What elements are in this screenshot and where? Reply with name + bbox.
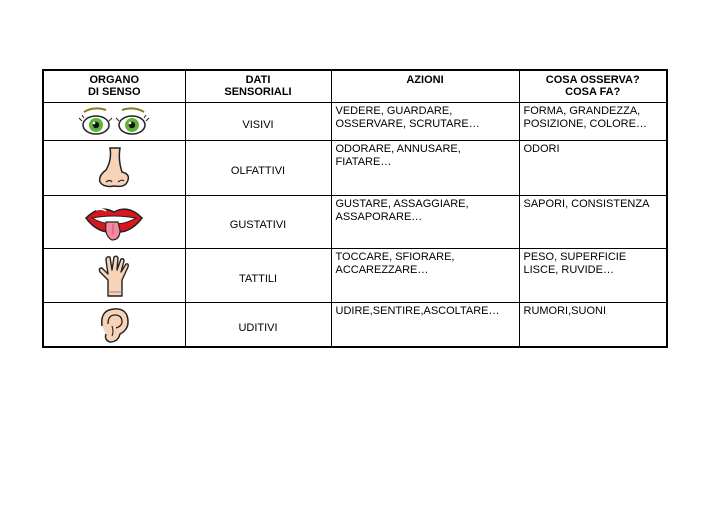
azioni-cell: GUSTARE, ASSAGGIARE, ASSAPORARE… — [331, 196, 519, 249]
header-azioni: AZIONI — [331, 70, 519, 103]
cosa-cell: ODORI — [519, 141, 667, 196]
table-row — [43, 103, 667, 141]
azioni-cell: TOCCARE, SFIORARE, ACCAREZZARE… — [331, 249, 519, 303]
organ-cell — [43, 249, 185, 303]
cosa-cell: SAPORI, CONSISTENZA — [519, 196, 667, 249]
table-row — [43, 196, 667, 249]
eyes-icon — [78, 106, 150, 138]
organ-cell — [43, 141, 185, 196]
cosa-cell: FORMA, GRANDEZZA, POSIZIONE, COLORE… — [519, 103, 667, 141]
nose-icon — [92, 146, 136, 190]
header-dati: DATI SENSORIALI — [185, 70, 331, 103]
mouth-icon — [82, 202, 146, 242]
dato-cell: GUSTATIVI — [185, 196, 331, 249]
header-row — [43, 70, 667, 103]
organ-cell — [43, 103, 185, 141]
ear-icon — [94, 306, 134, 344]
table-row — [43, 303, 667, 348]
table-row — [43, 249, 667, 303]
organ-cell — [43, 196, 185, 249]
senses-table — [42, 69, 668, 348]
dato-cell: OLFATTIVI — [185, 141, 331, 196]
azioni-cell: UDIRE,SENTIRE,ASCOLTARE… — [331, 303, 519, 348]
organ-cell — [43, 303, 185, 348]
hand-icon — [94, 254, 134, 298]
cosa-cell: RUMORI,SUONI — [519, 303, 667, 348]
azioni-cell: VEDERE, GUARDARE, OSSERVARE, SCRUTARE… — [331, 103, 519, 141]
table-row — [43, 141, 667, 196]
dato-cell: UDITIVI — [185, 303, 331, 348]
dato-cell: TATTILI — [185, 249, 331, 303]
azioni-cell: ODORARE, ANNUSARE, FIATARE… — [331, 141, 519, 196]
dato-cell: VISIVI — [185, 103, 331, 141]
header-organo: ORGANO DI SENSO — [43, 70, 185, 103]
header-cosa: COSA OSSERVA? COSA FA? — [519, 70, 667, 103]
cosa-cell: PESO, SUPERFICIE LISCE, RUVIDE… — [519, 249, 667, 303]
